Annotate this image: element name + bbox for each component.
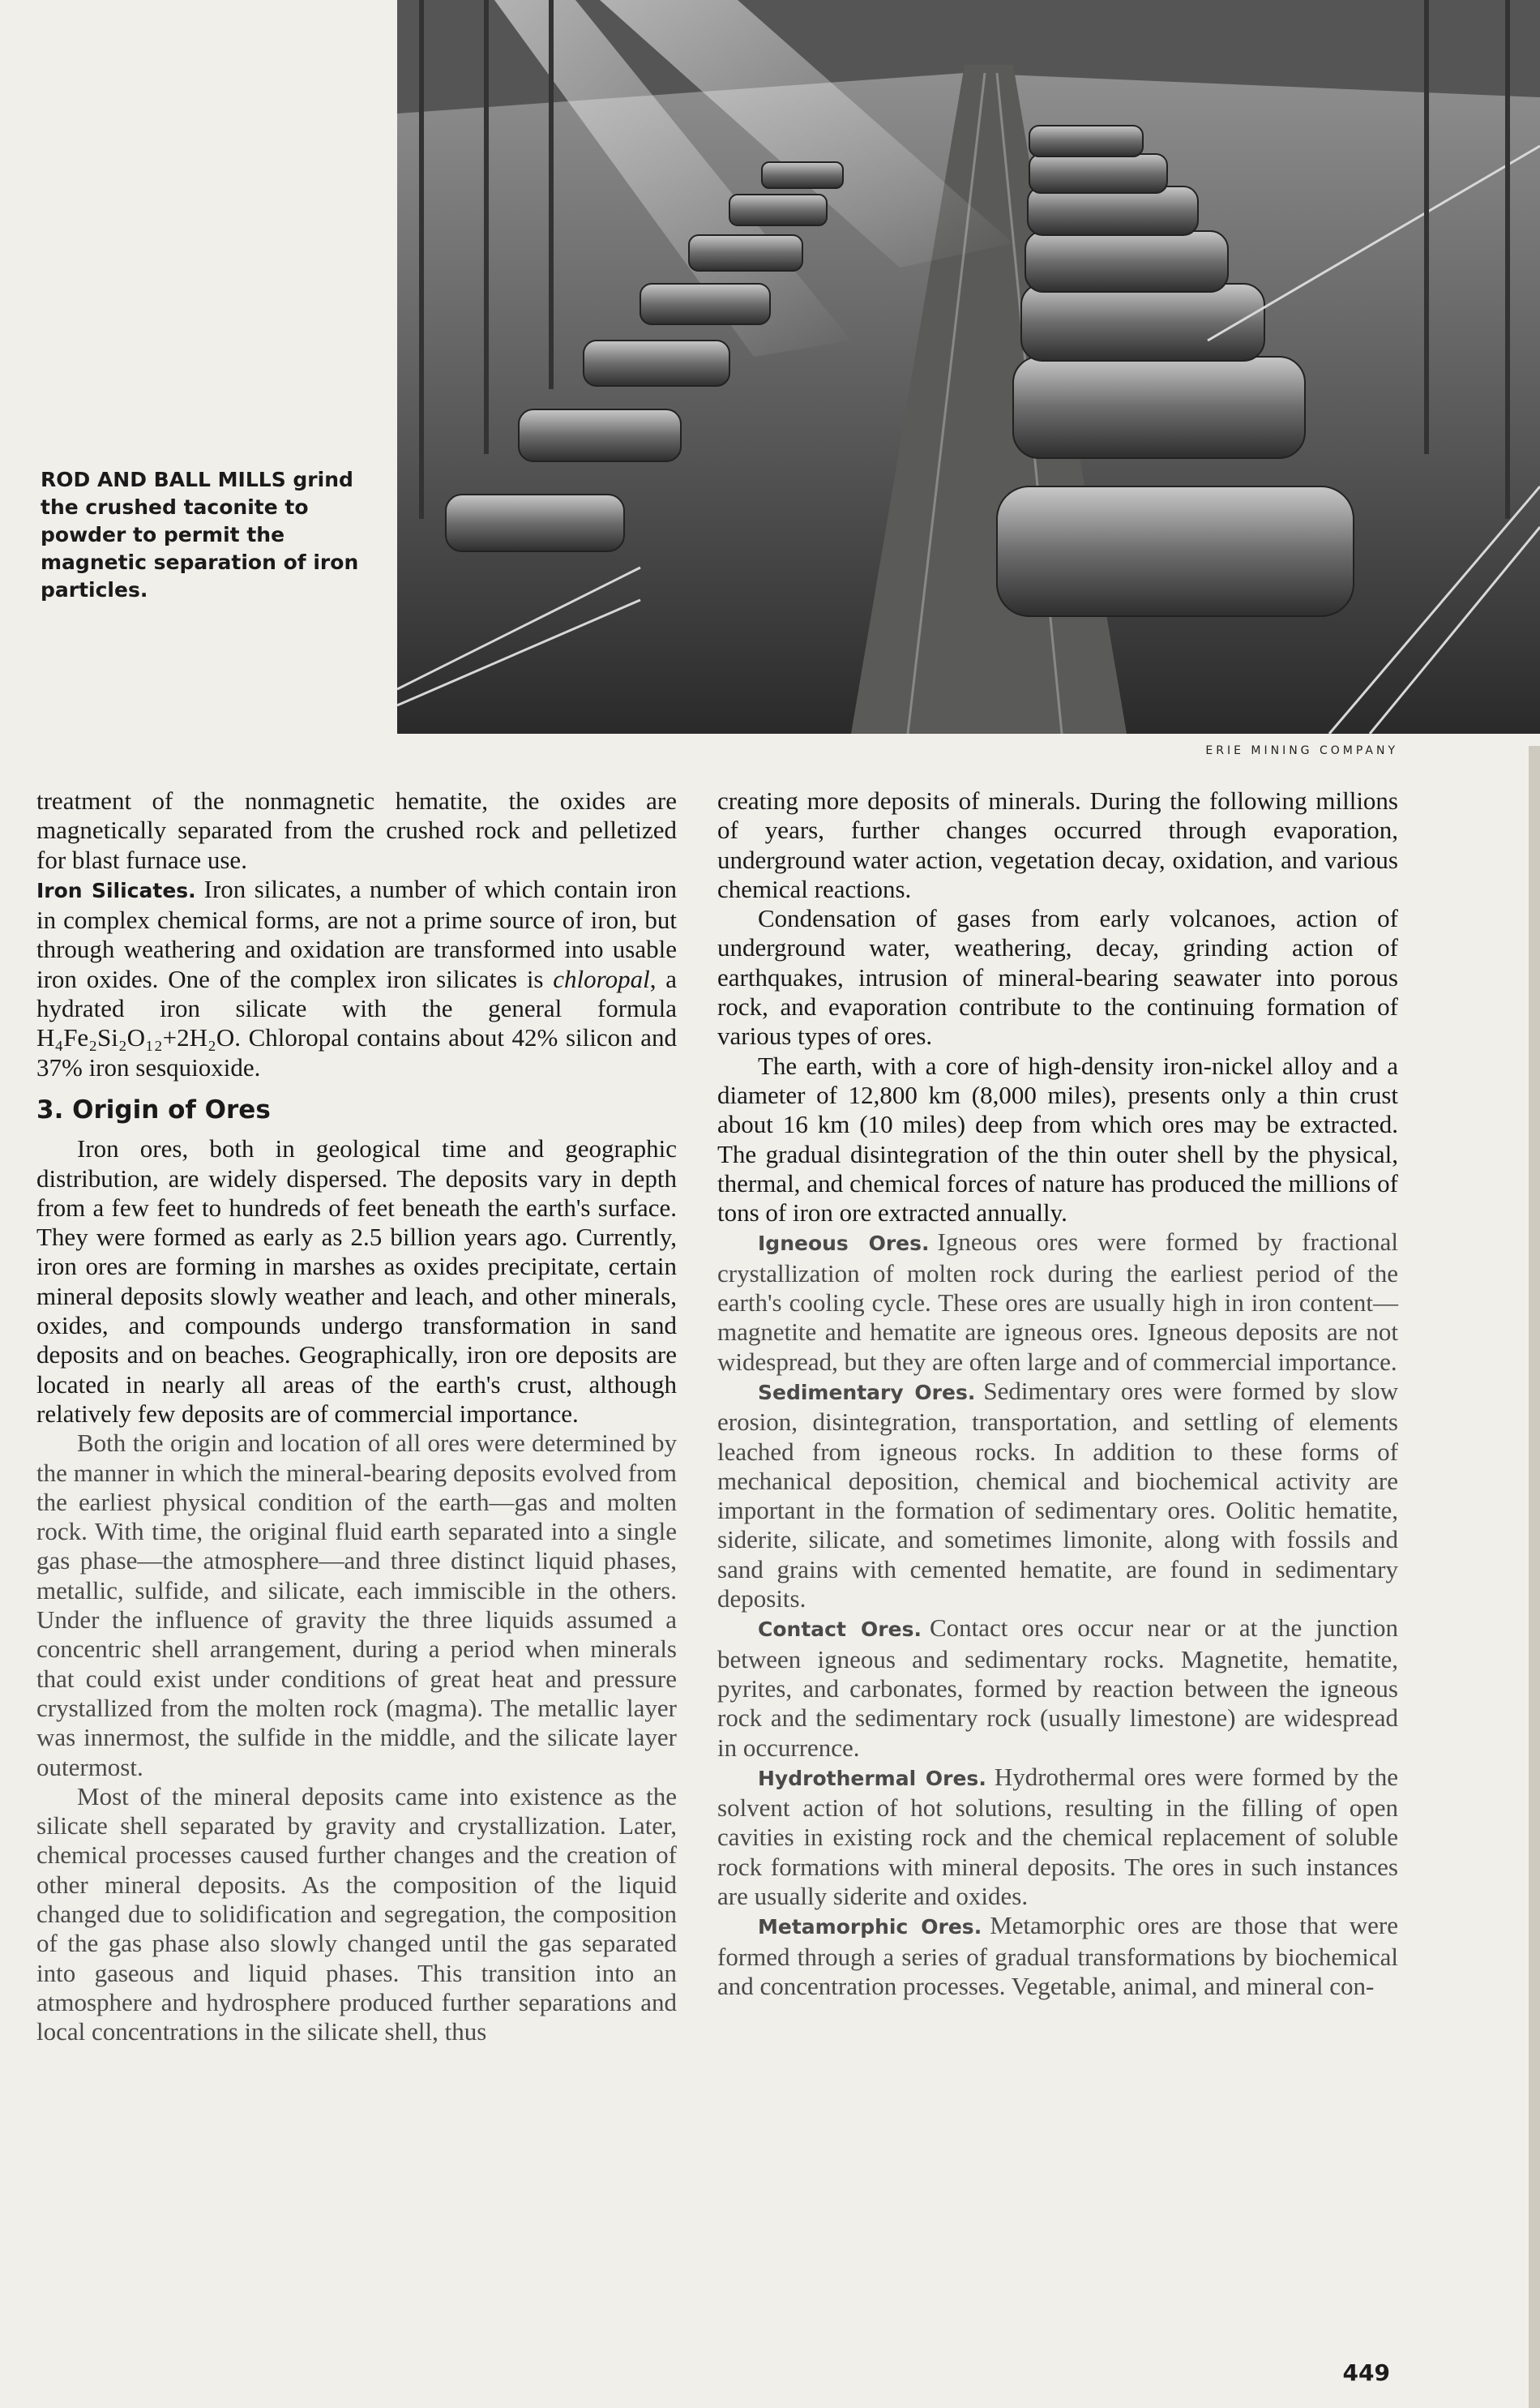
italic-term: chloropal — [553, 964, 650, 993]
paragraph: creating more deposits of minerals. During the following millions of years, further changes occurred through evaporation, underground water action, vegetation decay, oxidation, and various chemical reactions. — [717, 786, 1398, 903]
text: Sedimentary ores were formed by slow erosion, disintegration, transportation, and settling of elements leached from igneous rocks. In addition to these forms of mechanical deposition, chemical and biochemical activity are important in the formation of sedimentary ores. Oolitic hematite, siderite, silicate, and sometimes limonite, along with fossils and sand grains with cemented hematite, are found in sedimentary deposits. — [717, 1376, 1399, 1613]
page-edge-shadow — [1529, 746, 1540, 2408]
mills-photo-illustration — [397, 0, 1540, 734]
text: Hydrothermal ores were formed by the solvent action of hot solutions, resulting in the filling of open cavities in existing rock and the chemical replacement of soluble rock formations with mineral deposits. The ores in such instances are usually siderite and oxides. — [717, 1762, 1398, 1910]
paragraph: Condensation of gases from early volcanoes, action of underground water, weathering, decay, grinding action of earthquakes, intrusion of mineral-bearing seawater into porous rock, and evaporation contribute to the continuing formation of various types of ores. — [717, 904, 1398, 1051]
run-in-heading: Contact Ores. — [758, 1617, 922, 1642]
paragraph-iron-silicates — [36, 875, 677, 1082]
paragraph: Iron ores, both in geological time and geographic distribution, are widely dispersed. The deposits vary in depth from a few feet to hundreds of feet beneath the earth's surface. They were formed as early as 2.5 billion years ago. Currently, iron ores are forming in marshes as oxides precipitate, certain mineral deposits slowly weather and leach, and other minerals, oxides, and compounds undergo transformation in sand deposits and on beaches. Geographically, iron ore deposits are located in nearly all areas of the earth's crust, although relatively few deposits are of commercial importance. — [36, 1134, 677, 1428]
run-in-heading: Sedimentary Ores. — [758, 1380, 976, 1404]
text: Iron silicates, a number of which contain iron in complex chemical forms, are not a prime source of iron, but through weathering and oxidation are transformed into usable iron oxides. One of the complex iron silicates is — [36, 874, 677, 993]
left-column — [36, 786, 677, 2046]
text: Contact ores occur near or at the junction between igneous and sedimentary rocks. Magnetite, hematite, pyrites, and carbonates, formed by reaction between the igneous rock and the sedimentary rock (usually limestone) are widespread in occurrence. — [717, 1613, 1399, 1762]
paragraph-igneous — [717, 1228, 1398, 1376]
mills-photo — [397, 0, 1540, 734]
text: Metamorphic ores are those that were formed through a series of gradual transformations by biochemical and concentration processes. Vegetable, animal, and mineral con- — [717, 1911, 1398, 2000]
text: Igneous ores were formed by fractional crystallization of molten rock during the earliest period of the earth's cooling cycle. These ores are usually high in iron content—magnetite and hematite are igneous ores. Igneous deposits are not widespread, but they are often large and of commercial importance. — [717, 1228, 1398, 1376]
paragraph: The earth, with a core of high-density iron-nickel alloy and a diameter of 12,800 km (8,000 miles), presents only a thin crust about 16 km (10 miles) deep from which ores may be extracted. The gradual disintegration of the thin outer shell by the physical, thermal, and chemical forces of nature has produced the millions of tons of iron ore extracted annually. — [717, 1051, 1398, 1228]
paragraph: Both the origin and location of all ores were determined by the manner in which the mineral-bearing deposits evolved from the earliest physical condition of the earth—gas and molten rock. With time, the original fluid earth separated into a single gas phase—the atmosphere—and three distinct liquid phases, metallic, sulfide, and silicate, each immiscible in the others. Under the influence of gravity the three liquids assumed a concentric shell arrangement, during a period when minerals that could exist under conditions of great heat and pressure crystallized from the molten rock (magma). The metallic layer was innermost, the sulfide in the middle, and the silicate layer outermost. — [36, 1429, 677, 1781]
run-in-heading: Metamorphic Ores. — [758, 1915, 982, 1939]
run-in-heading: Hydrothermal Ores. — [758, 1766, 986, 1790]
figure-caption: ROD AND BALL MILLS grind the crushed taconite to powder to permit the magnetic separation of iron particles. — [41, 468, 359, 602]
right-column — [717, 786, 1398, 2001]
paragraph: Most of the mineral deposits came into existence as the silicate shell separated by gravity and crystallization. Later, chemical processes caused further changes and the creation of other mineral deposits. As the composition of the liquid changed due to solidification and segregation, the composition of the gas phase also slowly changed until the gas separated into gaseous and liquid phases. This transition into an atmosphere and hydrosphere produced further separations and local concentrations in the silicate shell, thus — [36, 1781, 677, 2046]
run-in-heading: Iron Silicates. — [36, 878, 196, 902]
photo-credit: ERIE MINING COMPANY — [1205, 744, 1398, 757]
page-number: 449 — [1342, 2359, 1390, 2386]
run-in-heading: Igneous Ores. — [758, 1232, 930, 1256]
text: , a hydrated iron silicate with the general formula H₄Fe₂Si₂O₁₂+2H₂O. Chloropal contains about 42% silicon and 37% iron sesquioxide. — [36, 964, 678, 1082]
paragraph-sedimentary — [717, 1377, 1398, 1613]
paragraph-contact — [717, 1613, 1398, 1762]
paragraph: treatment of the nonmagnetic hematite, the oxides are magnetically separated from the crushed rock and pelletized for blast furnace use. — [36, 786, 677, 874]
paragraph-hydrothermal — [717, 1763, 1398, 1911]
section-heading: 3. Origin of Ores — [36, 1095, 271, 1125]
paragraph-metamorphic — [717, 1911, 1398, 2001]
